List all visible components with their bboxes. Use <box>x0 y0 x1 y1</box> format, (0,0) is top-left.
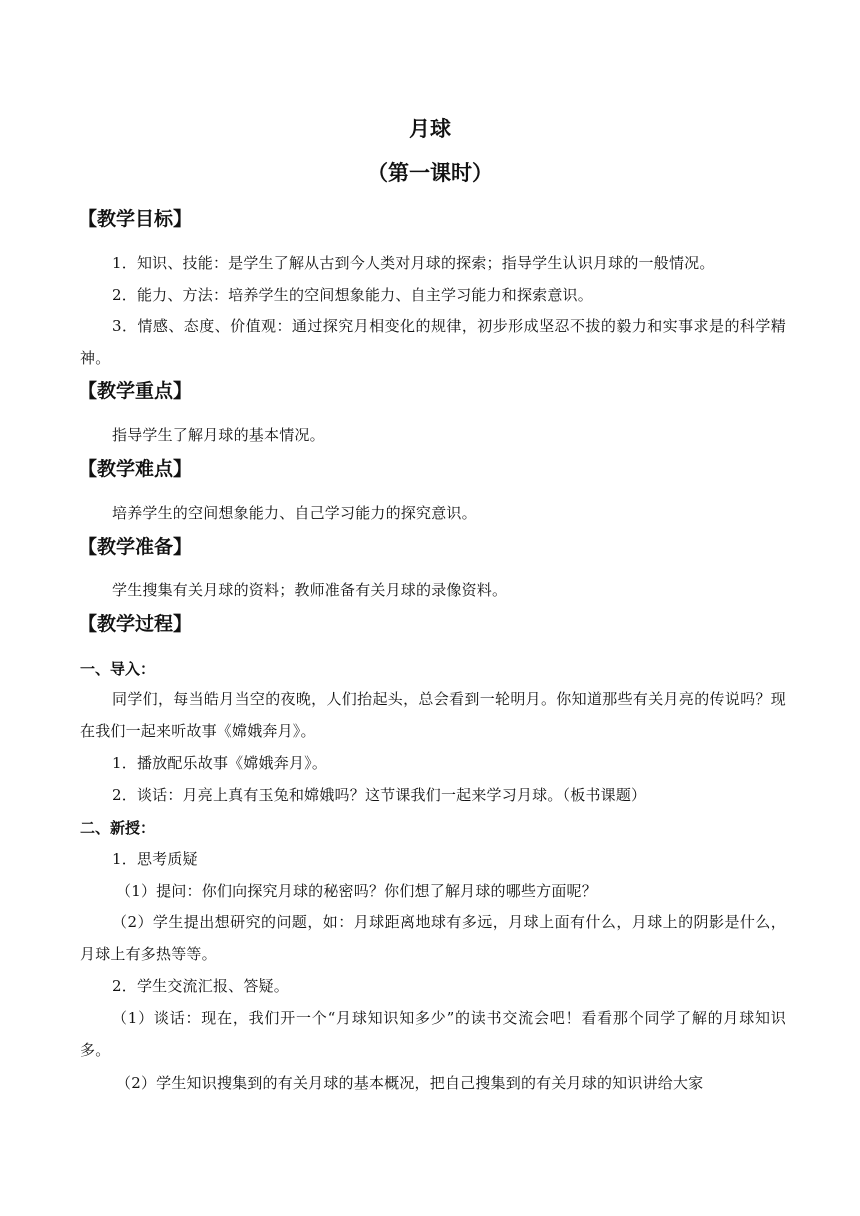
intro-step-1: 1．播放配乐故事《嫦娥奔月》。 <box>112 754 328 772</box>
objective-item-1: 1．知识、技能：是学生了解从古到今人类对月球的探索；指导学生认识月球的一般情况。 <box>112 254 715 272</box>
document-subtitle: （第一课时） <box>367 161 493 185</box>
new-step-2a: （1）谈话：现在，我们开一个“月球知识知多少”的读书交流会吧！看看那个同学了解的月球知识多。 <box>80 1009 786 1059</box>
difficulties-heading: 【教学难点】 <box>78 458 193 480</box>
new-step-1b: （2）学生提出想研究的问题，如：月球距离地球有多远，月球上面有什么，月球上的阴影是什么，月球上有多热等等。 <box>80 913 786 963</box>
process-heading: 【教学过程】 <box>78 613 193 635</box>
intro-step-2: 2．谈话：月亮上真有玉兔和嫦娥吗？这节课我们一起来学习月球。（板书课题） <box>112 786 647 804</box>
objective-item-2: 2．能力、方法：培养学生的空间想象能力、自主学习能力和探索意识。 <box>112 286 593 304</box>
objective-item-3: 3．情感、态度、价值观：通过探究月相变化的规律，初步形成坚忍不拔的毅力和实事求是的科学精神。 <box>80 317 786 367</box>
preparation-heading: 【教学准备】 <box>78 536 193 558</box>
key-points-text: 指导学生了解月球的基本情况。 <box>112 426 325 444</box>
preparation-text: 学生搜集有关月球的资料；教师准备有关月球的录像资料。 <box>112 581 508 599</box>
intro-heading: 一、导入： <box>80 660 156 678</box>
new-step-2b: （2）学生知识搜集到的有关月球的基本概况，把自己搜集到的有关月球的知识讲给大家 <box>116 1074 704 1092</box>
difficulties-text: 培养学生的空间想象能力、自己学习能力的探究意识。 <box>112 504 477 522</box>
key-points-heading: 【教学重点】 <box>78 380 193 402</box>
new-step-1a: （1）提问：你们向探究月球的秘密吗？你们想了解月球的哪些方面呢？ <box>116 882 597 900</box>
new-step-1: 1．思考质疑 <box>112 850 198 868</box>
new-step-2: 2．学生交流汇报、答疑。 <box>112 977 289 995</box>
document-title: 月球 <box>409 117 451 141</box>
new-lesson-heading: 二、新授： <box>80 819 156 837</box>
objectives-heading: 【教学目标】 <box>78 208 193 230</box>
intro-paragraph: 同学们，每当皓月当空的夜晚，人们抬起头，总会看到一轮明月。你知道那些有关月亮的传说吗？现在我们一起来听故事《嫦娥奔月》。 <box>80 690 786 740</box>
